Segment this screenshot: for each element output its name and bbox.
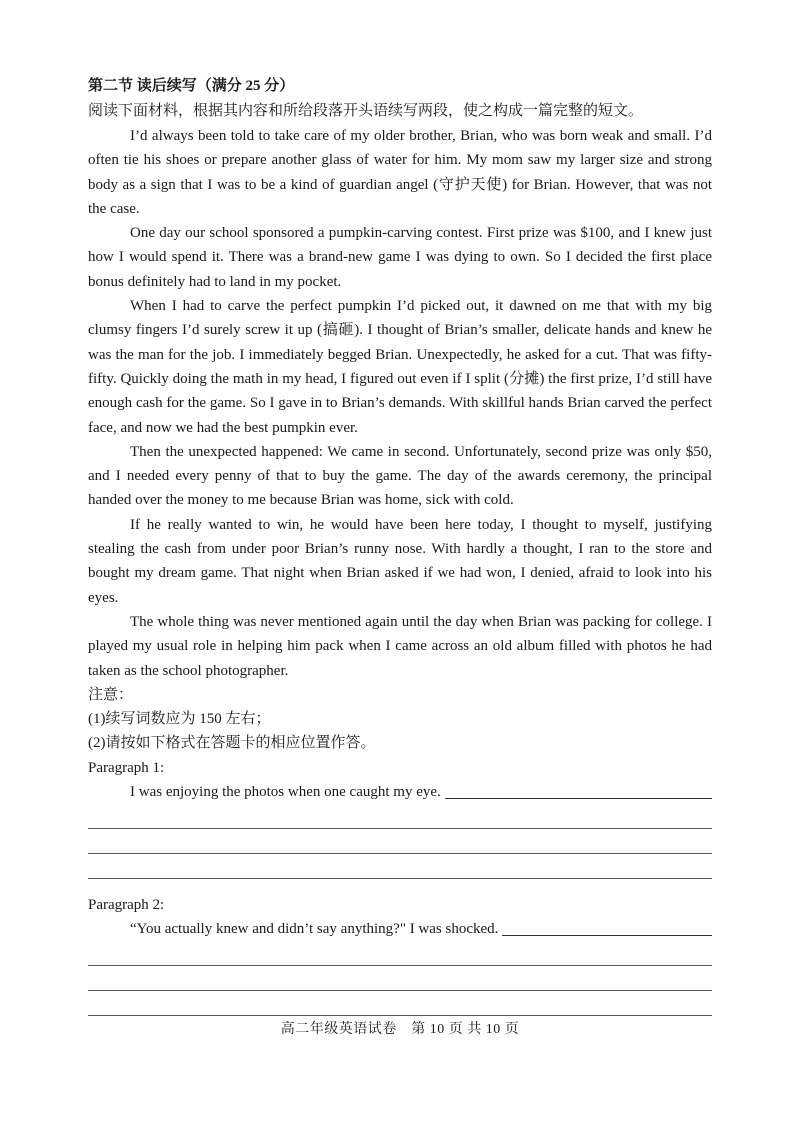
exam-page bbox=[88, 74, 712, 1016]
paragraph1-answer-line[interactable] bbox=[88, 804, 712, 829]
instruction-text: 阅读下面材料，根据其内容和所给段落开头语续写两段，使之构成一篇完整的短文。 bbox=[88, 103, 644, 119]
notes-section bbox=[88, 683, 712, 756]
note-item-format: (2)请按如下格式在答题卡的相应位置作答。 bbox=[88, 735, 376, 752]
section-title: 第二节 读后续写（满分 25 分） bbox=[88, 78, 295, 94]
paragraph1-answer-blank[interactable] bbox=[445, 798, 712, 799]
paragraph2-label: Paragraph 2: bbox=[88, 897, 165, 914]
paragraph2-answer-blank[interactable] bbox=[502, 935, 712, 936]
note-item-word-count: (1)续写词数应为 150 左右； bbox=[88, 711, 271, 728]
paragraph2-starter: “You actually knew and didn’t say anything?" I was shocked. bbox=[130, 921, 499, 938]
paragraph2-answer-line[interactable] bbox=[88, 966, 712, 991]
paragraph1-starter: I was enjoying the photos when one caught my eye. bbox=[130, 784, 441, 801]
paragraph1-label: Paragraph 1: bbox=[88, 759, 165, 776]
paragraph2-starter-row bbox=[88, 917, 712, 941]
paragraph1-answer-line[interactable] bbox=[88, 829, 712, 854]
paragraph2-answer-line[interactable] bbox=[88, 941, 712, 966]
paragraph1-answer-line[interactable] bbox=[88, 854, 712, 879]
paragraph2-answer-line[interactable] bbox=[88, 991, 712, 1016]
story-paragraph-2: One day our school sponsored a pumpkin-carving contest. First prize was $100, and I knew just how I would spend it. There was a brand-new game I was dying to own. So I decided the first place bonus definitely had to land in my pocket. bbox=[88, 225, 712, 290]
story-paragraph-6: The whole thing was never mentioned again until the day when Brian was packing for college. I played my usual role in helping him pack when I came across an old album filled with photos he had taken as the school photographer. bbox=[88, 613, 712, 679]
story-paragraph-5: If he really wanted to win, he would have been here today, I thought to myself, justifying stealing the cash from under poor Brian’s runny nose. With hardly a thought, I ran to the store and bought my dream game. That night when Brian asked if we had won, I denied, afraid to look into his eyes. bbox=[88, 516, 712, 606]
story-paragraph-3: When I had to carve the perfect pumpkin I’d picked out, it dawned on me that with my big clumsy fingers I’d surely screw it up (搞砸). I thought of Brian’s smaller, delicate hands and knew he was the man for the job. I immediately begged Brian. Unexpectedly, he asked for a cut. That was fifty-fifty. Quickly doing the math in my head, I figured out even if I split (分摊) the first prize, I’d still have enough cash for the game. So I gave in to Brian’s demands. With skillful hands Brian carved the perfect face, and now we had the best pumpkin ever. bbox=[88, 298, 712, 436]
page-footer: 高二年级英语试卷 第 10 页 共 10 页 bbox=[280, 1022, 520, 1037]
story-paragraph-4: Then the unexpected happened: We came in second. Unfortunately, second prize was only $50, and I needed every penny of that to buy the game. The day of the awards ceremony, the principal handed over the money to me because Brian was home, sick with cold. bbox=[88, 443, 712, 509]
paragraph1-starter-row bbox=[88, 780, 712, 804]
story-paragraph-1: I’d always been told to take care of my older brother, Brian, who was born weak and small. I’d often tie his shoes or prepare another glass of water for him. My mom saw my larger size and strong body as a sign that I was to be a kind of guardian angel (守护天使) for Brian. However, that was not the case. bbox=[88, 128, 712, 217]
notes-heading: 注意： bbox=[88, 686, 134, 703]
